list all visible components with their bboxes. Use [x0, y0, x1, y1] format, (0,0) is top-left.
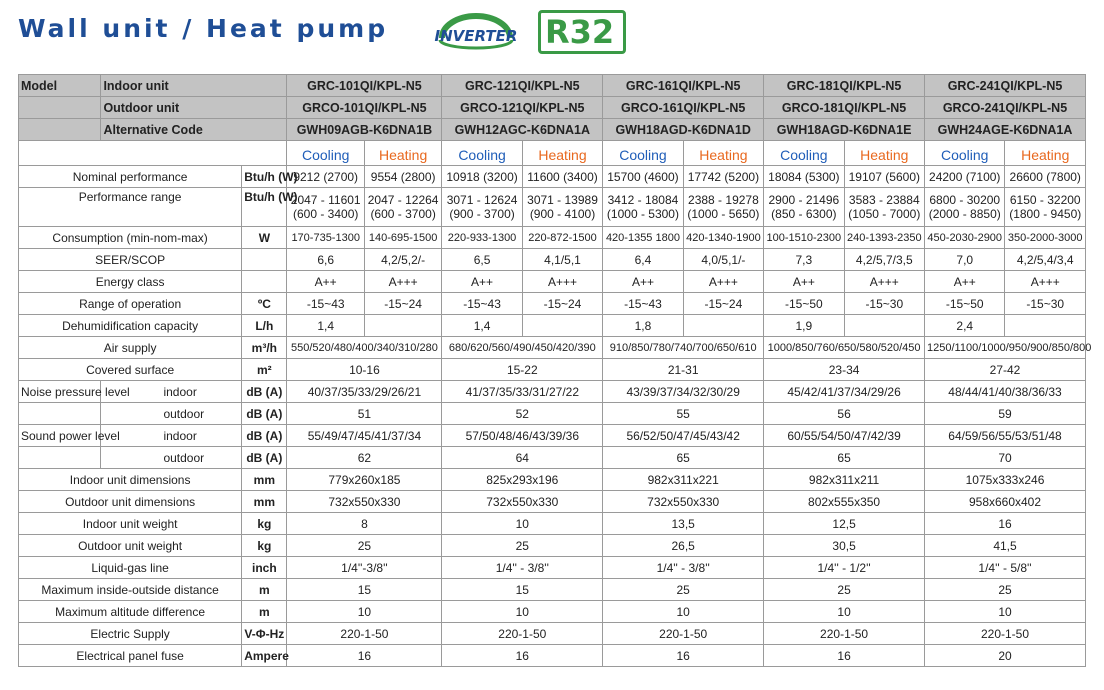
value-cell: 51 [287, 403, 442, 425]
range-btu: 2388 - 19278 [688, 193, 759, 207]
value-cell: 420-1340-1900 [683, 227, 763, 249]
value-cell [364, 315, 441, 337]
value-cell: 4,2/5,2/- [364, 249, 441, 271]
value-cell: A++ [925, 271, 1005, 293]
value-cell: 1075x333x246 [925, 469, 1086, 491]
alt-code: GWH09AGB-K6DNA1B [287, 119, 442, 141]
outdoor-label: Outdoor unit [101, 97, 287, 119]
row-out_w [19, 535, 1086, 557]
range-btu: 6150 - 32200 [1009, 193, 1081, 207]
row-label: Performance range [19, 188, 242, 227]
spec-table [18, 74, 1092, 667]
value-cell: 10 [603, 601, 764, 623]
value-cell: 15-22 [442, 359, 603, 381]
row-label: Maximum altitude difference [19, 601, 242, 623]
value-cell [683, 188, 763, 227]
row-dehum [19, 315, 1086, 337]
value-cell [442, 188, 522, 227]
row-label: SEER/SCOP [19, 249, 242, 271]
indoor-model: GRC-181QI/KPL-N5 [764, 75, 925, 97]
range-btu: 6800 - 30200 [929, 193, 1001, 207]
row-label: Consumption (min-nom-max) [19, 227, 242, 249]
row-unit: kg [242, 535, 287, 557]
value-cell: 220-933-1300 [442, 227, 522, 249]
alt-code: GWH18AGD-K6DNA1E [764, 119, 925, 141]
value-cell: 56/52/50/47/45/43/42 [603, 425, 764, 447]
alt-code: GWH12AGC-K6DNA1A [442, 119, 603, 141]
row-label: Dehumidification capacity [19, 315, 242, 337]
value-cell: 60/55/54/50/47/42/39 [764, 425, 925, 447]
range-btu: 2900 - 21496 [768, 193, 840, 207]
value-cell: -15~43 [603, 293, 683, 315]
value-cell: 18084 (5300) [764, 166, 844, 188]
value-cell: 21-31 [603, 359, 764, 381]
r32-text: R32 [545, 13, 615, 51]
value-cell: 25 [925, 579, 1086, 601]
indoor-model: GRC-121QI/KPL-N5 [442, 75, 603, 97]
row-max_alt [19, 601, 1086, 623]
row-sublabel: indoor [101, 381, 242, 403]
alt-code: GWH18AGD-K6DNA1D [603, 119, 764, 141]
mode-row [19, 141, 1086, 166]
value-cell: 4,1/5,1 [522, 249, 602, 271]
range-btu: 3583 - 23884 [848, 193, 920, 207]
value-cell: A+++ [364, 271, 441, 293]
value-cell: 55/49/47/45/41/37/34 [287, 425, 442, 447]
value-cell: 23-34 [764, 359, 925, 381]
value-cell: -15~43 [287, 293, 364, 315]
outdoor-model: GRCO-121QI/KPL-N5 [442, 97, 603, 119]
value-cell: 4,2/5,4/3,4 [1005, 249, 1086, 271]
row-unit: inch [242, 557, 287, 579]
value-cell: 732x550x330 [442, 491, 603, 513]
inverter-text: INVERTER [434, 27, 518, 45]
row-unit: V-Φ-Hz [242, 623, 287, 645]
value-cell: 9554 (2800) [364, 166, 441, 188]
range-btu: 3071 - 13989 [527, 193, 598, 207]
value-cell: 732x550x330 [603, 491, 764, 513]
value-cell: 19107 (5600) [844, 166, 924, 188]
cooling-label: Cooling [287, 141, 364, 166]
value-cell: -15~24 [522, 293, 602, 315]
value-cell: 6,4 [603, 249, 683, 271]
value-cell [764, 188, 844, 227]
value-cell: 1250/1100/1000/950/900/850/800 [925, 337, 1086, 359]
value-cell: 16 [764, 645, 925, 667]
value-cell: 350-2000-3000 [1005, 227, 1086, 249]
row-sublabel: indoor [101, 425, 242, 447]
value-cell: A++ [442, 271, 522, 293]
row-label: Liquid-gas line [19, 557, 242, 579]
value-cell: 64/59/56/55/53/51/48 [925, 425, 1086, 447]
header-row-indoor [19, 75, 1086, 97]
row-label: Sound power level [19, 425, 101, 447]
row-range [19, 188, 1086, 227]
value-cell: 25 [442, 535, 603, 557]
row-noise_in [19, 381, 1086, 403]
heating-label: Heating [1005, 141, 1086, 166]
value-cell: A++ [287, 271, 364, 293]
range-w: (1050 - 7000) [848, 207, 921, 221]
value-cell [1005, 188, 1086, 227]
value-cell: 40/37/35/33/29/26/21 [287, 381, 442, 403]
value-cell: A+++ [844, 271, 924, 293]
value-cell: 1/4'' - 3/8'' [442, 557, 603, 579]
value-cell: 25 [764, 579, 925, 601]
row-covered [19, 359, 1086, 381]
value-cell [603, 188, 683, 227]
row-unit [242, 271, 287, 293]
outdoor-model: GRCO-241QI/KPL-N5 [925, 97, 1086, 119]
value-cell: 65 [764, 447, 925, 469]
row-consumption [19, 227, 1086, 249]
value-cell: 10 [925, 601, 1086, 623]
value-cell [364, 188, 441, 227]
value-cell: 220-1-50 [442, 623, 603, 645]
spec-table-body [19, 75, 1092, 667]
row-label: Outdoor unit weight [19, 535, 242, 557]
value-cell: 982x311x211 [764, 469, 925, 491]
page-title: Wall unit / Heat pump [18, 14, 389, 43]
value-cell: 16 [287, 645, 442, 667]
value-cell [844, 188, 924, 227]
value-cell: -15~50 [925, 293, 1005, 315]
value-cell: -15~50 [764, 293, 844, 315]
value-cell: 4,2/5,7/3,5 [844, 249, 924, 271]
value-cell: 7,3 [764, 249, 844, 271]
row-label: Air supply [19, 337, 242, 359]
row-unit: dB (A) [242, 381, 287, 403]
value-cell: 420-1355 1800 [603, 227, 683, 249]
value-cell: 41/37/35/33/31/27/22 [442, 381, 603, 403]
row-label: Noise pressure level [19, 381, 101, 403]
range-btu: 2047 - 12264 [367, 193, 439, 207]
range-w: (600 - 3400) [293, 207, 359, 221]
row-unit: dB (A) [242, 425, 287, 447]
row-unit [242, 249, 287, 271]
value-cell: 1/4''-3/8'' [287, 557, 442, 579]
value-cell: 57/50/48/46/43/39/36 [442, 425, 603, 447]
range-w: (1800 - 9450) [1009, 207, 1082, 221]
row-seer [19, 249, 1086, 271]
value-cell: 220-1-50 [603, 623, 764, 645]
value-cell [925, 188, 1005, 227]
value-cell: 10918 (3200) [442, 166, 522, 188]
value-cell [1005, 315, 1086, 337]
value-cell: 43/39/37/34/32/30/29 [603, 381, 764, 403]
value-cell: A+++ [522, 271, 602, 293]
value-cell: 15 [442, 579, 603, 601]
row-in_dim [19, 469, 1086, 491]
range-w: (900 - 3700) [449, 207, 515, 221]
value-cell: 24200 (7100) [925, 166, 1005, 188]
value-cell: 10 [442, 601, 603, 623]
row-label [19, 403, 101, 425]
value-cell: 450-2030-2900 [925, 227, 1005, 249]
row-liquid [19, 557, 1086, 579]
header-row-outdoor [19, 97, 1086, 119]
value-cell: 52 [442, 403, 603, 425]
row-unit: m² [242, 359, 287, 381]
row-unit: mm [242, 469, 287, 491]
row-unit: Btu/h (W) [242, 166, 287, 188]
range-w: (1000 - 5650) [687, 207, 760, 221]
value-cell: 2,4 [925, 315, 1005, 337]
row-air [19, 337, 1086, 359]
value-cell: 732x550x330 [287, 491, 442, 513]
value-cell: A+++ [1005, 271, 1086, 293]
range-w: (900 - 4100) [529, 207, 596, 221]
indoor-model: GRC-241QI/KPL-N5 [925, 75, 1086, 97]
value-cell: 6,5 [442, 249, 522, 271]
value-cell: 16 [442, 645, 603, 667]
row-max_dist [19, 579, 1086, 601]
row-label: Covered surface [19, 359, 242, 381]
value-cell: 100-1510-2300 [764, 227, 844, 249]
value-cell: -15~24 [683, 293, 763, 315]
range-w: (850 - 6300) [771, 207, 837, 221]
row-out_dim [19, 491, 1086, 513]
value-cell: 15 [287, 579, 442, 601]
outdoor-model: GRCO-161QI/KPL-N5 [603, 97, 764, 119]
cooling-label: Cooling [925, 141, 1005, 166]
value-cell: 220-1-50 [925, 623, 1086, 645]
cooling-label: Cooling [764, 141, 844, 166]
row-label: Electric Supply [19, 623, 242, 645]
value-cell: 55 [603, 403, 764, 425]
model-label: Model [19, 75, 101, 97]
value-cell: 16 [925, 513, 1086, 535]
value-cell [844, 315, 924, 337]
alt-code-label: Alternative Code [101, 119, 287, 141]
inverter-logo [428, 10, 524, 54]
row-label: Indoor unit dimensions [19, 469, 242, 491]
value-cell: 1/4'' - 1/2'' [764, 557, 925, 579]
range-w: (2000 - 8850) [928, 207, 1001, 221]
value-cell: 958x660x402 [925, 491, 1086, 513]
value-cell: 825x293x196 [442, 469, 603, 491]
row-unit: L/h [242, 315, 287, 337]
row-unit: m [242, 579, 287, 601]
r32-badge [538, 10, 626, 54]
value-cell: 56 [764, 403, 925, 425]
value-cell: 65 [603, 447, 764, 469]
row-label: Energy class [19, 271, 242, 293]
value-cell: 802x555x350 [764, 491, 925, 513]
row-fuse [19, 645, 1086, 667]
value-cell: 13,5 [603, 513, 764, 535]
row-unit: Ampere [242, 645, 287, 667]
value-cell [522, 315, 602, 337]
value-cell: 10 [764, 601, 925, 623]
value-cell [683, 315, 763, 337]
row-unit: ºC [242, 293, 287, 315]
value-cell: 62 [287, 447, 442, 469]
alt-code: GWH24AGE-K6DNA1A [925, 119, 1086, 141]
value-cell: 70 [925, 447, 1086, 469]
row-sublabel: outdoor [101, 403, 242, 425]
outdoor-model: GRCO-101QI/KPL-N5 [287, 97, 442, 119]
row-noise_out [19, 403, 1086, 425]
value-cell: 25 [603, 579, 764, 601]
value-cell: 1/4'' - 5/8'' [925, 557, 1086, 579]
value-cell: 26,5 [603, 535, 764, 557]
value-cell: 45/42/41/37/34/29/26 [764, 381, 925, 403]
value-cell: 1,9 [764, 315, 844, 337]
heating-label: Heating [364, 141, 441, 166]
row-supply [19, 623, 1086, 645]
row-label: Electrical panel fuse [19, 645, 242, 667]
value-cell: 10-16 [287, 359, 442, 381]
indoor-model: GRC-161QI/KPL-N5 [603, 75, 764, 97]
row-unit: Btu/h (W) [242, 188, 287, 227]
value-cell: A++ [764, 271, 844, 293]
value-cell: 220-1-50 [764, 623, 925, 645]
value-cell: -15~24 [364, 293, 441, 315]
row-label: Maximum inside-outside distance [19, 579, 242, 601]
row-oprange [19, 293, 1086, 315]
value-cell: 982x311x221 [603, 469, 764, 491]
value-cell [287, 188, 364, 227]
value-cell: 1,8 [603, 315, 683, 337]
value-cell: 30,5 [764, 535, 925, 557]
value-cell: 170-735-1300 [287, 227, 364, 249]
value-cell: -15~30 [1005, 293, 1086, 315]
value-cell: 59 [925, 403, 1086, 425]
value-cell: 1,4 [287, 315, 364, 337]
value-cell: 910/850/780/740/700/650/610 [603, 337, 764, 359]
heating-label: Heating [522, 141, 602, 166]
value-cell: 26600 (7800) [1005, 166, 1086, 188]
value-cell: 9212 (2700) [287, 166, 364, 188]
row-label: Outdoor unit dimensions [19, 491, 242, 513]
row-nominal [19, 166, 1086, 188]
value-cell: 20 [925, 645, 1086, 667]
row-in_w [19, 513, 1086, 535]
value-cell: 7,0 [925, 249, 1005, 271]
value-cell: 48/44/41/40/38/36/33 [925, 381, 1086, 403]
row-sound_out [19, 447, 1086, 469]
row-unit: kg [242, 513, 287, 535]
cooling-label: Cooling [442, 141, 522, 166]
value-cell: 220-1-50 [287, 623, 442, 645]
row-energy [19, 271, 1086, 293]
range-w: (600 - 3700) [370, 207, 436, 221]
value-cell: 25 [287, 535, 442, 557]
row-unit: m [242, 601, 287, 623]
indoor-label: Indoor unit [101, 75, 287, 97]
row-unit: dB (A) [242, 447, 287, 469]
value-cell: 15700 (4600) [603, 166, 683, 188]
range-btu: 2047 - 11601 [290, 193, 361, 207]
value-cell: 779x260x185 [287, 469, 442, 491]
value-cell: 10 [442, 513, 603, 535]
value-cell: 64 [442, 447, 603, 469]
value-cell: -15~30 [844, 293, 924, 315]
value-cell: 240-1393-2350 [844, 227, 924, 249]
value-cell: 140-695-1500 [364, 227, 441, 249]
value-cell: 4,0/5,1/- [683, 249, 763, 271]
value-cell: 16 [603, 645, 764, 667]
value-cell: 550/520/480/400/340/310/280 [287, 337, 442, 359]
value-cell: 12,5 [764, 513, 925, 535]
value-cell: 8 [287, 513, 442, 535]
value-cell: 1000/850/760/650/580/520/450 [764, 337, 925, 359]
row-label: Indoor unit weight [19, 513, 242, 535]
row-unit: m³/h [242, 337, 287, 359]
row-unit: mm [242, 491, 287, 513]
heating-label: Heating [844, 141, 924, 166]
heating-label: Heating [683, 141, 763, 166]
cooling-label: Cooling [603, 141, 683, 166]
value-cell: 1,4 [442, 315, 522, 337]
range-btu: 3071 - 12624 [446, 193, 518, 207]
value-cell: 17742 (5200) [683, 166, 763, 188]
row-label [19, 447, 101, 469]
header-row-alt [19, 119, 1086, 141]
row-label: Range of operation [19, 293, 242, 315]
indoor-model: GRC-101QI/KPL-N5 [287, 75, 442, 97]
value-cell: 10 [287, 601, 442, 623]
row-sound_in [19, 425, 1086, 447]
value-cell: 27-42 [925, 359, 1086, 381]
value-cell [522, 188, 602, 227]
row-unit: dB (A) [242, 403, 287, 425]
value-cell: 11600 (3400) [522, 166, 602, 188]
value-cell: 680/620/560/490/450/420/390 [442, 337, 603, 359]
value-cell: 220-872-1500 [522, 227, 602, 249]
value-cell: 41,5 [925, 535, 1086, 557]
value-cell: A+++ [683, 271, 763, 293]
row-sublabel: outdoor [101, 447, 242, 469]
value-cell: 6,6 [287, 249, 364, 271]
row-unit: W [242, 227, 287, 249]
value-cell: -15~43 [442, 293, 522, 315]
outdoor-model: GRCO-181QI/KPL-N5 [764, 97, 925, 119]
row-label: Nominal performance [19, 166, 242, 188]
range-w: (1000 - 5300) [606, 207, 679, 221]
range-btu: 3412 - 18084 [607, 193, 679, 207]
value-cell: 1/4'' - 3/8'' [603, 557, 764, 579]
value-cell: A++ [603, 271, 683, 293]
